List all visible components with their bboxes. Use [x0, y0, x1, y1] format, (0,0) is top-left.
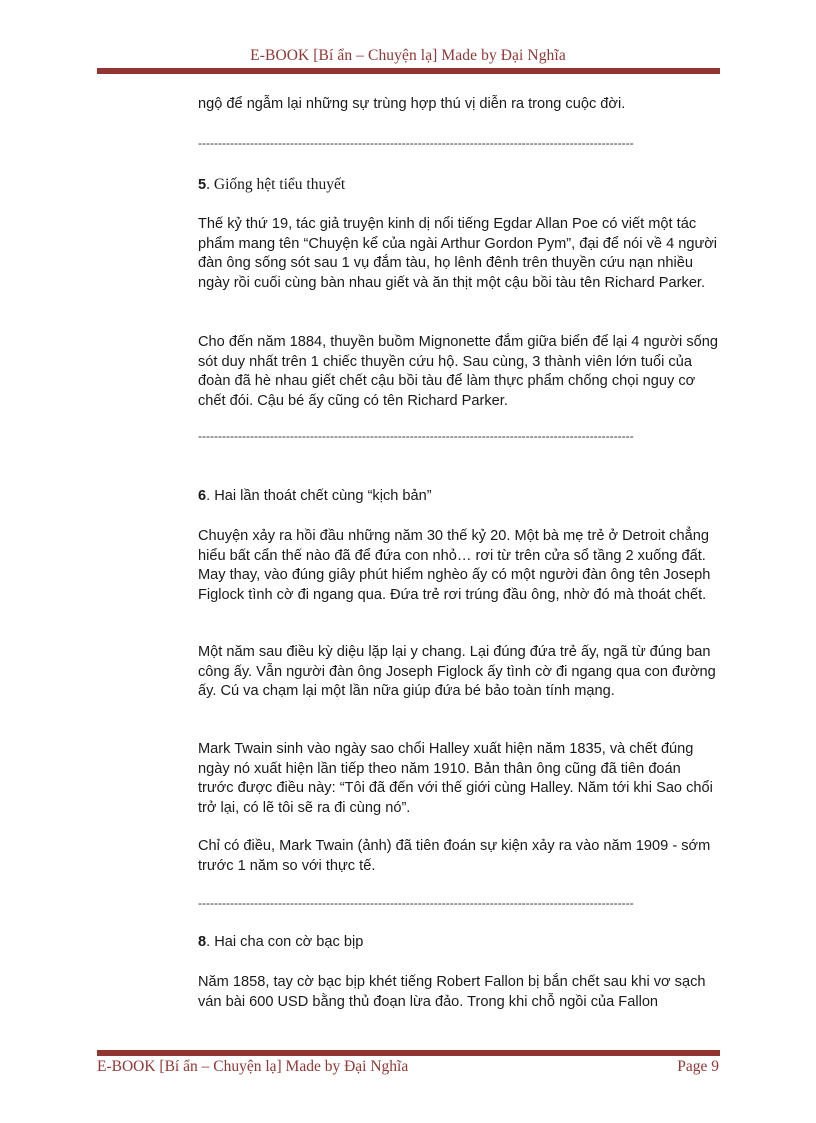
section-6-heading [198, 488, 432, 505]
section-5-text-1: Thế kỷ thứ 19, tác giả truyện kinh dị nổi tiếng Egdar Allan Poe có viết một tác phẩm mang tên “Chuyện kể của ngài Arthur Gordon Pym”, đại để nói về 4 người đàn ông sống sót sau 1 vụ đắm tàu, họ lênh đênh trên thuyền cứu nạn nhiều ngày rồi cuối cùng bàn nhau giết và ăn thịt một cậu bồi tàu tên Richard Parker. [198, 216, 718, 291]
section-7-paragraph-1 [198, 740, 720, 818]
section-7-text-2: Chỉ có điều, Mark Twain (ảnh) đã tiên đoán sự kiện xảy ra vào năm 1909 - sớm trước 1 năm so với thực tế. [198, 838, 711, 874]
section-7-text-1: Mark Twain sinh vào ngày sao chổi Halley xuất hiện năm 1835, và chết đúng ngày nó xuất hiện lần tiếp theo năm 1910. Bản thân ông cũng đã tiên đoán trước được điều này: “Tôi đã đến với thế giới cùng Halley. Năm tới khi Sao chổi trở lại, có lẽ tôi sẽ ra đi cùng nó”. [198, 741, 713, 816]
continuation-paragraph [198, 95, 726, 115]
section-8-number: 8 [198, 934, 207, 950]
section-6-number: 6 [198, 488, 207, 504]
section-6-text-2: Một năm sau điều kỳ diệu lặp lại y chang. Lại đúng đứa trẻ ấy, ngã từ đúng ban công ấy. Vẫn người đàn ông Joseph Figlock ấy tình cờ đi ngang qua con đường ấy. Cú va chạm lại một lần nữa giúp đứa bé bảo toàn tính mạng. [198, 644, 716, 699]
section-5-paragraph-2 [198, 333, 718, 411]
section-8-title: . Hai cha con cờ bạc bịp [206, 934, 364, 950]
header-title: E-BOOK [Bí ẩn – Chuyện lạ] Made by Đại Nghĩa [250, 47, 566, 64]
footer-rule [97, 1050, 720, 1056]
section-5-text-2: Cho đến năm 1884, thuyền buồm Mignonette đắm giữa biển để lại 4 người sống sót duy nhất trên 1 chiếc thuyền cứu hộ. Sau cùng, 3 thành viên lớn tuổi của đoàn đã hè nhau giết chết cậu bồi tàu để làm thực phẩm chống chọi nguy cơ chết đói. Cậu bé ấy cũng có tên Richard Parker. [198, 334, 718, 409]
separator-1: ------------------------------------------------------------------------------------------------------------- [198, 136, 634, 150]
section-7-paragraph-2 [198, 837, 720, 876]
continuation-text: ngộ để ngẫm lại những sự trùng hợp thú vị diễn ra trong cuộc đời. [198, 96, 626, 112]
section-6-title: . Hai lần thoát chết cùng “kịch bản” [206, 488, 432, 504]
separator-2: ------------------------------------------------------------------------------------------------------------- [198, 429, 634, 443]
section-5-title: . Giống hệt tiểu thuyết [206, 176, 346, 193]
section-5-number: 5 [198, 177, 207, 193]
section-8-heading [198, 934, 363, 951]
section-6-paragraph-1 [198, 527, 726, 605]
separator-3: ------------------------------------------------------------------------------------------------------------- [198, 896, 634, 910]
section-6-text-1: Chuyện xảy ra hồi đầu những năm 30 thế kỷ 20. Một bà mẹ trẻ ở Detroit chẳng hiểu bất cẩn thế nào đã để đứa con nhỏ… rơi từ trên cửa sổ tầng 2 xuống đất. May thay, vào đúng giây phút hiểm nghèo ấy có một người đàn ông tên Joseph Figlock tình cờ đi ngang qua. Đứa trẻ rơi trúng đầu ông, nhờ đó mà thoát chết. [198, 528, 711, 603]
section-5-paragraph-1 [198, 215, 718, 293]
section-5-heading [198, 176, 345, 194]
page-number: Page 9 [677, 1058, 719, 1075]
section-6-paragraph-2 [198, 643, 726, 702]
section-8-text-1: Năm 1858, tay cờ bạc bịp khét tiếng Robert Fallon bị bắn chết sau khi vơ sạch ván bài 600 USD bằng thủ đoạn lừa đảo. Trong khi chỗ ngồi của Fallon [198, 974, 706, 1010]
section-8-paragraph-1 [198, 973, 720, 1012]
footer-title: E-BOOK [Bí ẩn – Chuyện lạ] Made by Đại Nghĩa [97, 1058, 409, 1075]
header-rule [97, 68, 720, 74]
